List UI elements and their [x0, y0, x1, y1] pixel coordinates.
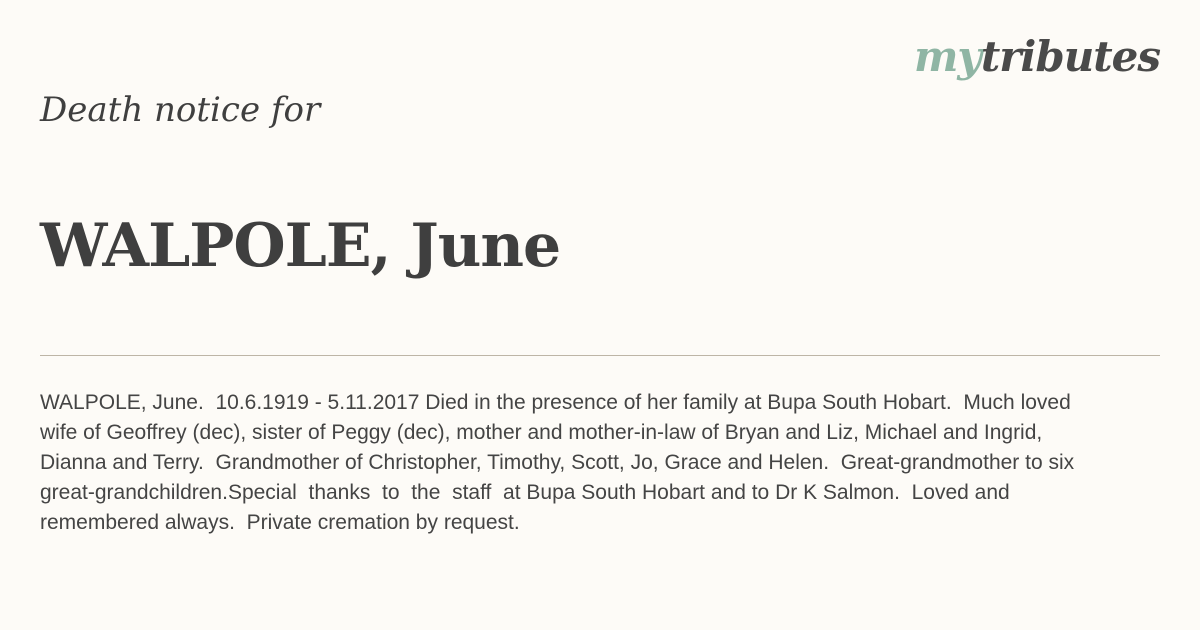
- divider: [40, 355, 1160, 356]
- notice-line: great-grandchildren.Special thanks to the staff at Bupa South Hobart and to Dr K Salmon. Loved and: [40, 481, 1010, 504]
- notice-body: [40, 388, 1160, 538]
- logo-suffix: tributes: [980, 32, 1160, 81]
- notice-line: Dianna and Terry. Grandmother of Christopher, Timothy, Scott, Jo, Grace and Helen. Great-grandmother to six: [40, 451, 1075, 474]
- logo-prefix: my: [913, 32, 981, 81]
- notice-line: remembered always. Private cremation by request.: [40, 511, 520, 534]
- notice-line: WALPOLE, June. 10.6.1919 - 5.11.2017 Died in the presence of her family at Bupa South Hobart. Much loved: [40, 391, 1071, 414]
- notice-heading: Death notice for: [40, 90, 321, 130]
- mytributes-logo[interactable]: [913, 32, 1160, 81]
- notice-line: wife of Geoffrey (dec), sister of Peggy (dec), mother and mother-in-law of Bryan and Liz, Michael and Ingrid,: [40, 421, 1043, 444]
- deceased-name: WALPOLE, June: [40, 211, 561, 281]
